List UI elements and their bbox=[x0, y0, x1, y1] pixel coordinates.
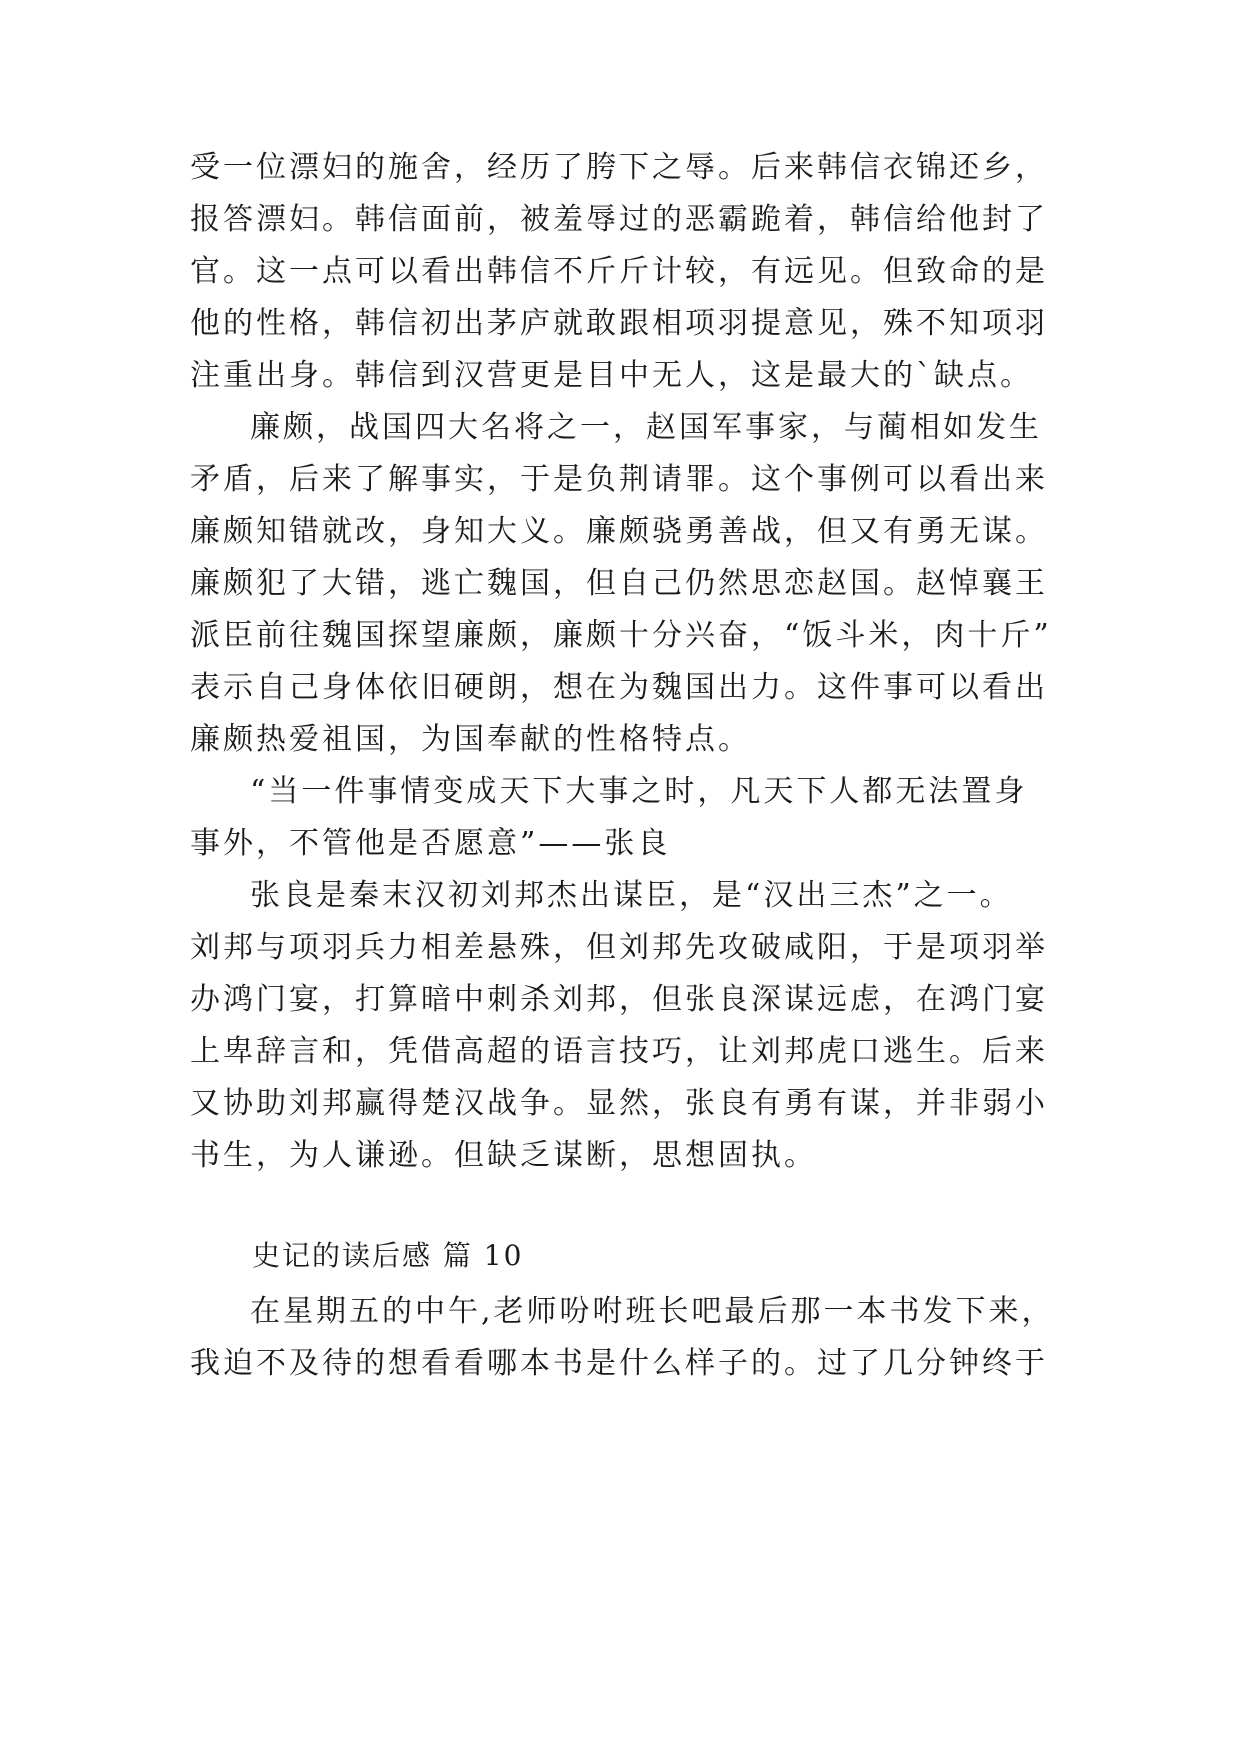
text-line: 廉颇，战国四大名将之一，赵国军事家，与蔺相如发生 bbox=[250, 410, 1042, 445]
text-line: 派臣前往魏国探望廉颇，廉颇十分兴奋，“饭斗米，肉十斤” bbox=[190, 618, 1052, 653]
text-line: 廉颇知错就改，身知大义。廉颇骁勇善战，但又有勇无谋。 bbox=[190, 514, 1048, 549]
text-line: 上卑辞言和，凭借高超的语言技巧，让刘邦虎口逃生。后来 bbox=[190, 1034, 1048, 1069]
text-line: 办鸿门宴，打算暗中刺杀刘邦，但张良深谋远虑，在鸿门宴 bbox=[190, 982, 1048, 1017]
text-line: 我迫不及待的想看看哪本书是什么样子的。过了几分钟终于 bbox=[190, 1346, 1048, 1381]
section-heading: 史记的读后感 篇 10 bbox=[252, 1239, 524, 1272]
text-line: 官。这一点可以看出韩信不斤斤计较，有远见。但致命的是 bbox=[190, 254, 1048, 289]
text-line: 书生，为人谦逊。但缺乏谋断，思想固执。 bbox=[190, 1138, 817, 1173]
text-line: 张良是秦末汉初刘邦杰出谋臣，是“汉出三杰”之一。 bbox=[250, 878, 1013, 913]
text-line: 廉颇犯了大错，逃亡魏国，但自己仍然思恋赵国。赵悼襄王 bbox=[190, 566, 1048, 601]
text-line: 表示自己身体依旧硬朗，想在为魏国出力。这件事可以看出 bbox=[190, 670, 1048, 705]
text-line: 他的性格，韩信初出茅庐就敢跟相项羽提意见，殊不知项羽 bbox=[190, 306, 1048, 341]
text-line: 矛盾，后来了解事实，于是负荆请罪。这个事例可以看出来 bbox=[190, 462, 1048, 497]
text-line: 刘邦与项羽兵力相差悬殊，但刘邦先攻破咸阳，于是项羽举 bbox=[190, 930, 1048, 965]
text-line: 报答漂妇。韩信面前，被羞辱过的恶霸跪着，韩信给他封了 bbox=[190, 202, 1048, 237]
text-line: 在星期五的中午,老师吩咐班长吧最后那一本书发下来， bbox=[250, 1294, 1055, 1329]
text-line: 事外，不管他是否愿意”——张良 bbox=[190, 826, 671, 861]
text-line: 注重出身。韩信到汉营更是目中无人，这是最大的`缺点。 bbox=[190, 358, 1033, 393]
text-line: 又协助刘邦赢得楚汉战争。显然，张良有勇有谋，并非弱小 bbox=[190, 1086, 1048, 1121]
text-line: “当一件事情变成天下大事之时，凡天下人都无法置身 bbox=[250, 774, 1028, 809]
text-line: 受一位漂妇的施舍，经历了胯下之辱。后来韩信衣锦还乡， bbox=[190, 150, 1048, 185]
text-line: 廉颇热爱祖国，为国奉献的性格特点。 bbox=[190, 722, 751, 757]
